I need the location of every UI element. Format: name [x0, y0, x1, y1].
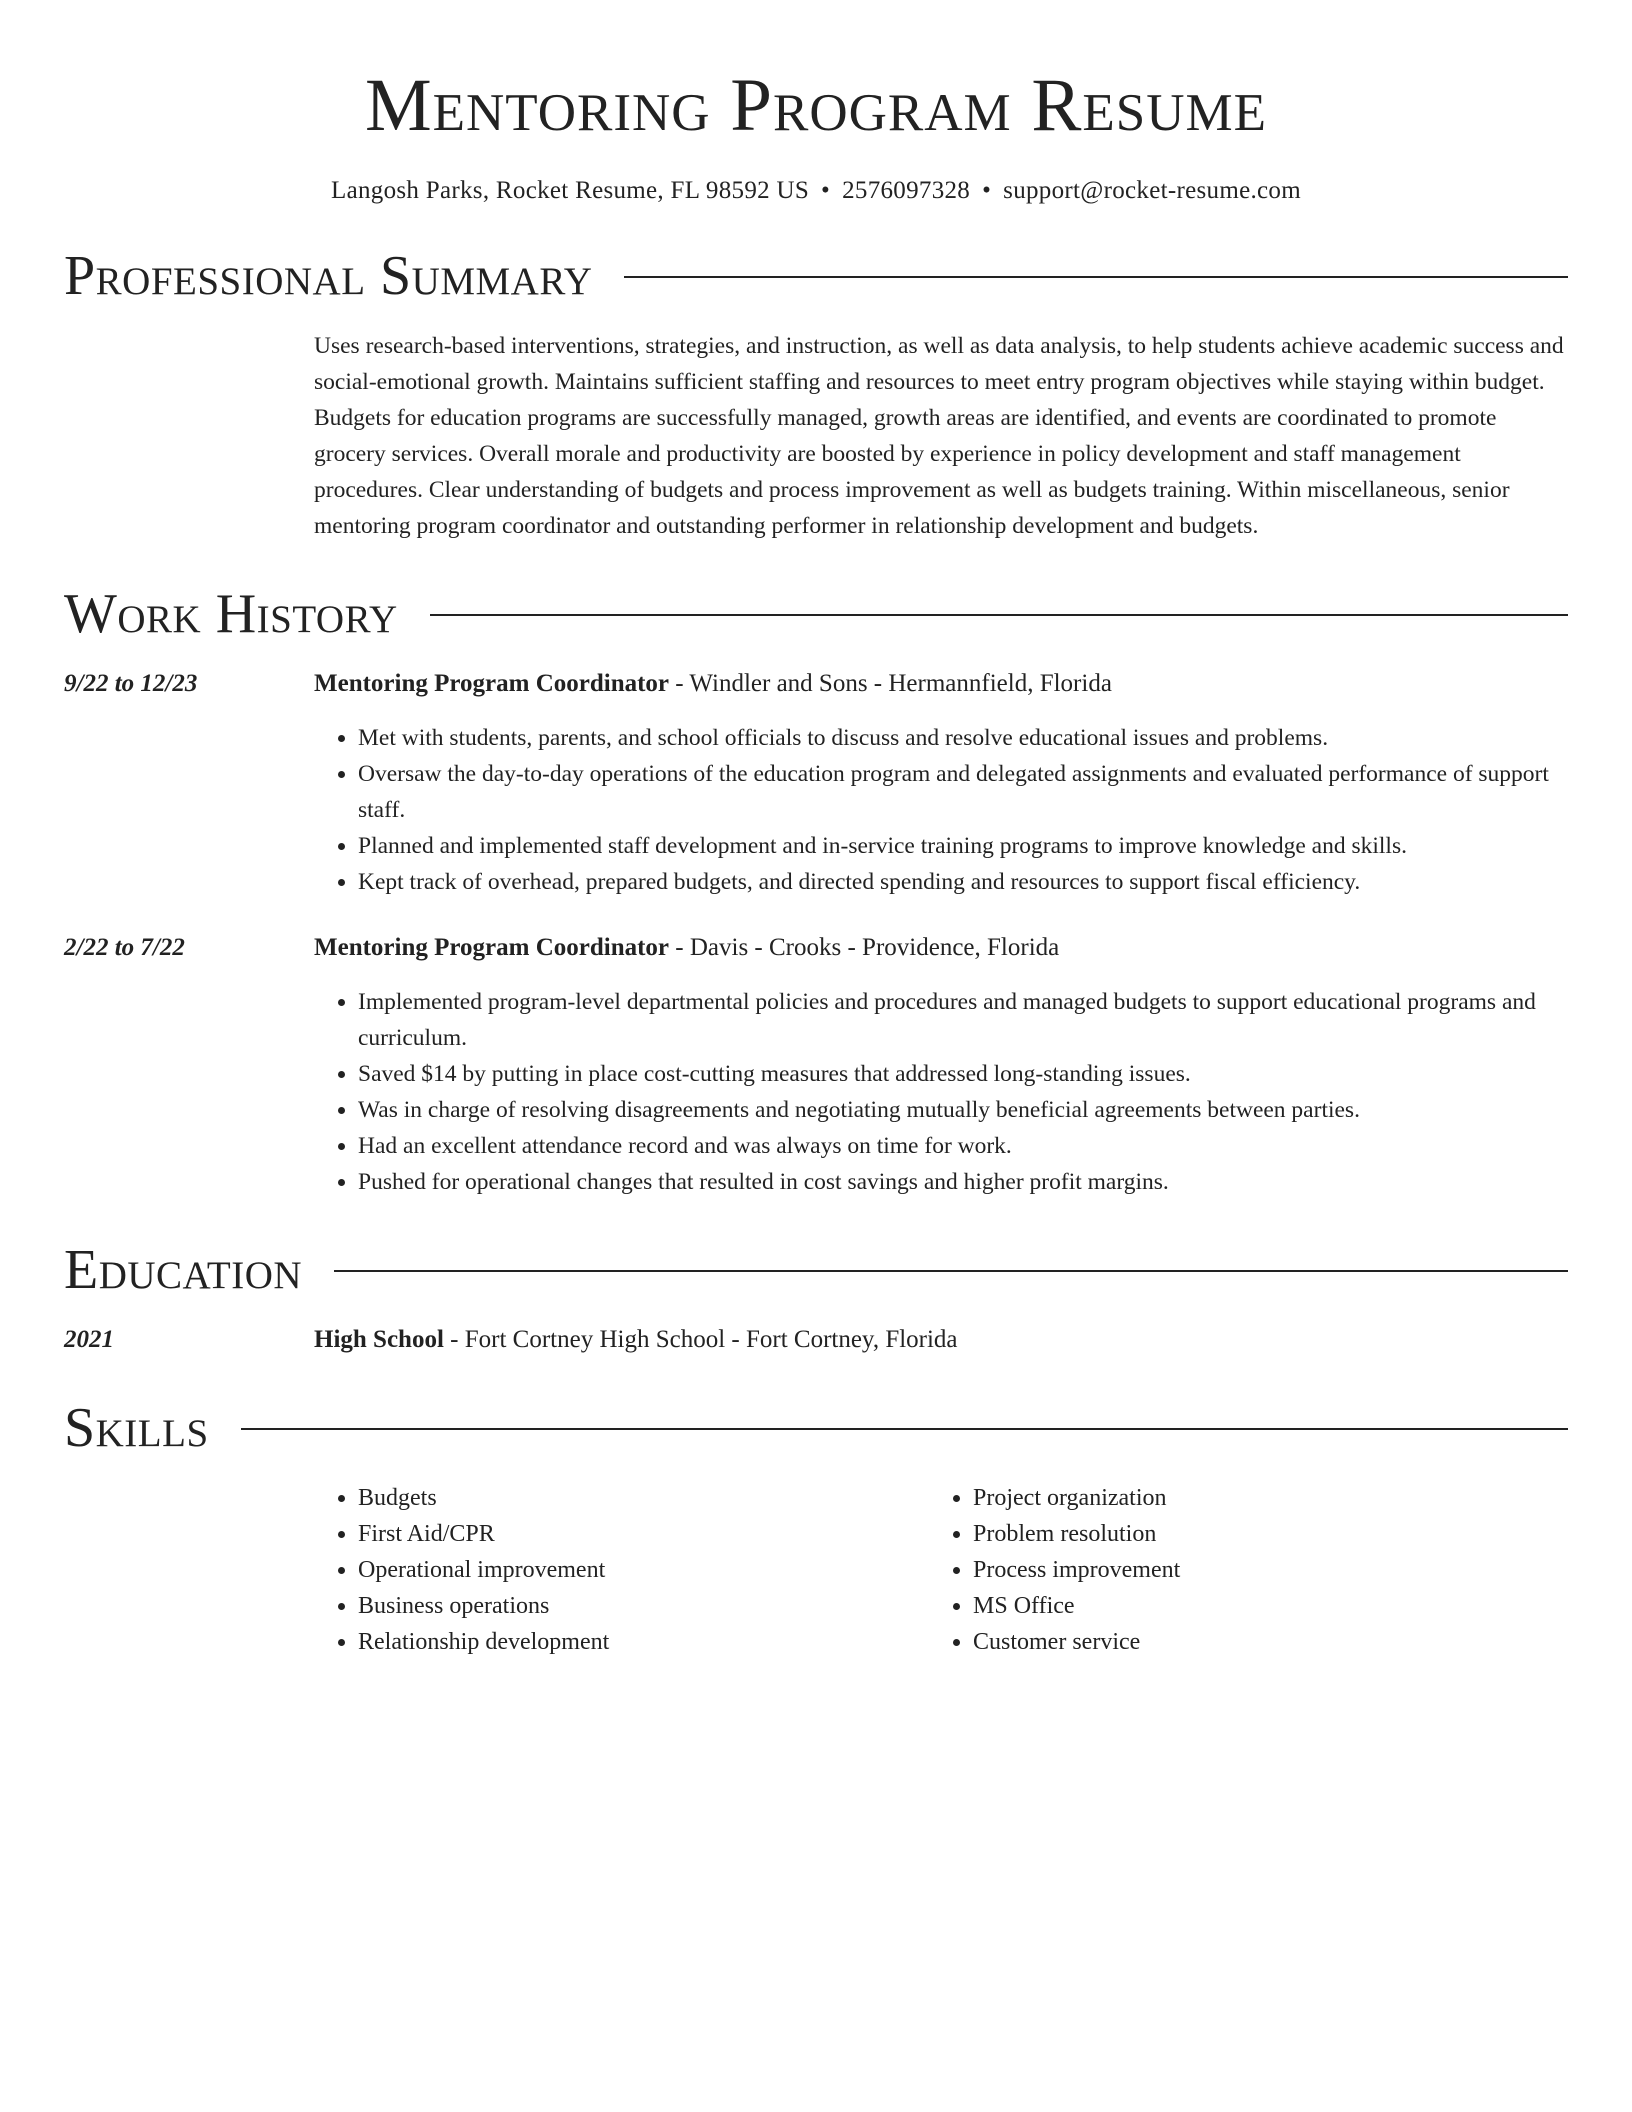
education-entry	[64, 1322, 1568, 1358]
section-summary-header	[64, 244, 1568, 308]
job-position: Mentoring Program Coordinator	[314, 670, 670, 697]
section-summary-title: Professional Summary	[64, 245, 593, 307]
job-bullet: • Oversaw the day-to-day operations of the education program and delegated assignments and evaluated performance of support staff.	[358, 756, 1568, 828]
job-entry	[64, 666, 1568, 900]
job-bullet: • Pushed for operational changes that resulted in cost savings and higher profit margins.	[358, 1164, 1568, 1200]
skill-item: • Relationship development	[358, 1624, 929, 1660]
section-divider	[334, 1270, 1568, 1272]
job-bullet-list	[314, 720, 1568, 900]
job-heading	[314, 666, 1568, 702]
skill-item: • Operational improvement	[358, 1552, 929, 1588]
section-education-title: Education	[64, 1239, 303, 1301]
contact-line	[64, 176, 1568, 206]
summary-row	[64, 328, 1568, 544]
job-bullet: • Met with students, parents, and school officials to discuss and resolve educational issues and problems.	[358, 720, 1568, 756]
job-body	[314, 666, 1568, 900]
skill-item: • Business operations	[358, 1588, 929, 1624]
job-position: Mentoring Program Coordinator	[314, 934, 670, 961]
job-bullet: • Was in charge of resolving disagreements and negotiating mutually beneficial agreements between parties.	[358, 1092, 1568, 1128]
education-degree: High School	[314, 1326, 444, 1353]
summary-text: Uses research-based interventions, strategies, and instruction, as well as data analysis, to help students achieve academic success and social-emotional growth. Maintains sufficient staffing and resources to meet entry program objectives while staying within budget. Budgets for education programs are successfully managed, growth areas are identified, and events are coordinated to promote grocery services. Overall morale and productivity are boosted by experience in policy development and staff management procedures. Clear understanding of budgets and process improvement as well as budgets training. Within miscellaneous, senior mentoring program coordinator and outstanding performer in relationship development and budgets.	[314, 333, 1564, 539]
skill-item: • Problem resolution	[973, 1516, 1544, 1552]
skills-left-spacer	[64, 1460, 314, 1660]
contact-email: support@rocket-resume.com	[1003, 177, 1301, 204]
section-divider	[624, 276, 1568, 278]
contact-separator: •	[982, 177, 992, 204]
section-divider	[241, 1428, 1568, 1430]
resume-title: Mentoring Program Resume	[364, 64, 1268, 147]
contact-separator: •	[821, 177, 831, 204]
section-skills-header	[64, 1396, 1568, 1460]
contact-address: Langosh Parks, Rocket Resume, FL 98592 US	[331, 177, 810, 204]
skill-item: • Budgets	[358, 1480, 929, 1516]
skills-row	[64, 1460, 1568, 1660]
job-bullet-list	[314, 984, 1568, 1200]
skills-columns	[314, 1480, 1544, 1660]
skill-item: • Customer service	[973, 1624, 1544, 1660]
job-bullet: • Implemented program-level departmental policies and procedures and managed budgets to support educational programs and curriculum.	[358, 984, 1568, 1056]
section-skills-title: Skills	[64, 1397, 209, 1459]
education-school-location: - Fort Cortney High School - Fort Cortney, Florida	[443, 1326, 958, 1353]
skill-item: • MS Office	[973, 1588, 1544, 1624]
job-body	[314, 930, 1568, 1200]
section-education-header	[64, 1238, 1568, 1302]
job-employer-location: - Windler and Sons - Hermannfield, Florida	[669, 670, 1112, 697]
skill-item: • Project organization	[973, 1480, 1544, 1516]
job-bullet: • Kept track of overhead, prepared budgets, and directed spending and resources to support fiscal efficiency.	[358, 864, 1568, 900]
education-year: 2021	[64, 1326, 114, 1353]
contact-phone: 2576097328	[842, 177, 971, 204]
education-heading	[314, 1322, 1568, 1358]
section-work-title: Work History	[64, 583, 398, 645]
skills-list-right	[929, 1480, 1544, 1660]
job-entry	[64, 930, 1568, 1200]
job-bullet: • Saved $14 by putting in place cost-cutting measures that addressed long-standing issues.	[358, 1056, 1568, 1092]
job-employer-location: - Davis - Crooks - Providence, Florida	[669, 934, 1060, 961]
skill-item: • Process improvement	[973, 1552, 1544, 1588]
job-dates: 2/22 to 7/22	[64, 934, 185, 961]
summary-left-spacer	[64, 328, 314, 544]
job-bullet: • Had an excellent attendance record and was always on time for work.	[358, 1128, 1568, 1164]
job-dates: 9/22 to 12/23	[64, 670, 198, 697]
job-bullet: • Planned and implemented staff development and in-service training programs to improve knowledge and skills.	[358, 828, 1568, 864]
section-divider	[430, 614, 1568, 616]
job-heading	[314, 930, 1568, 966]
section-work-header	[64, 582, 1568, 646]
skill-item: • First Aid/CPR	[358, 1516, 929, 1552]
skills-list-left	[314, 1480, 929, 1660]
